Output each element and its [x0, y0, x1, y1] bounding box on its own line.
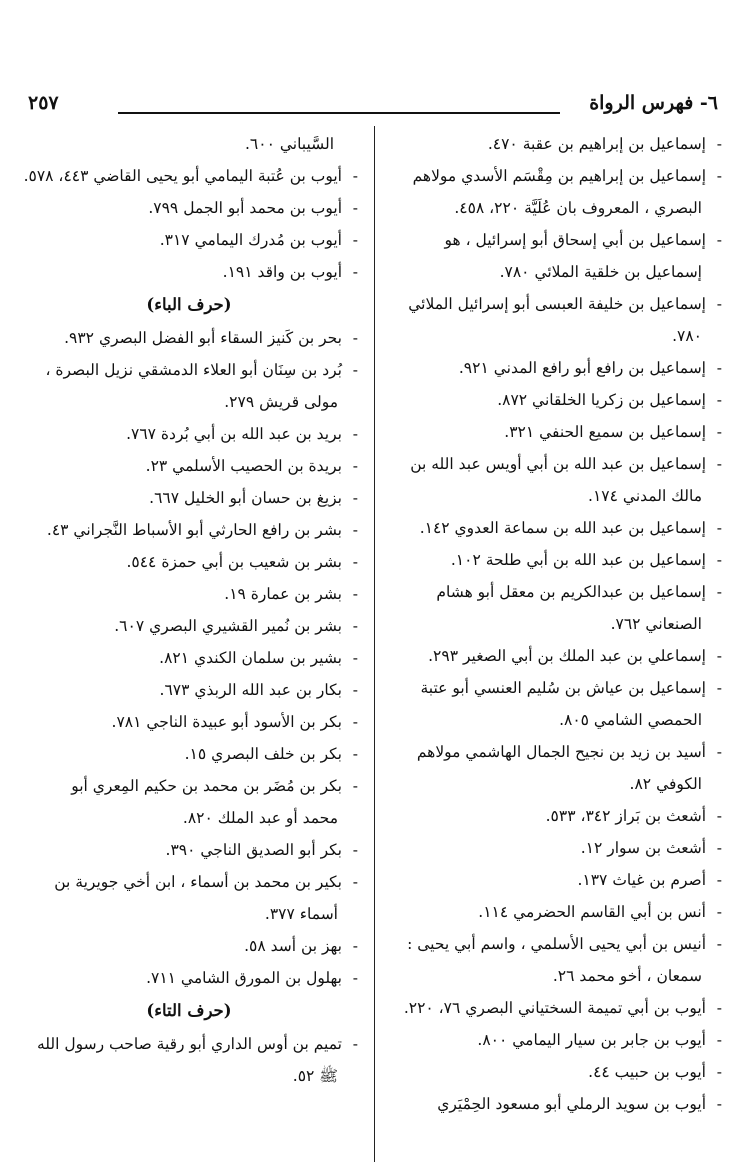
index-entry-continuation [374, 192, 722, 224]
index-entry [20, 674, 358, 706]
entry-dash: - [352, 329, 358, 347]
entry-text: أيوب بن جابر بن سيار اليمامي ٨٠٠. [477, 1031, 706, 1049]
index-entry-continuation [374, 320, 722, 352]
entry-text: أسماء ٣٧٧. [264, 905, 338, 923]
entry-text: أشعث بن بَراز ٣٤٢، ٥٣٣. [545, 807, 706, 825]
entry-dash: - [716, 519, 722, 537]
entry-dash: - [352, 457, 358, 475]
entry-text: بزيغ بن حسان أبو الخليل ٦٦٧. [149, 489, 342, 507]
entry-dash: - [716, 231, 722, 249]
index-entry [20, 706, 358, 738]
index-entry [374, 512, 722, 544]
index-entry [374, 544, 722, 576]
entry-dash: - [352, 361, 358, 379]
entry-text: أيوب بن سويد الرملي أبو مسعود الحِمْيَري [437, 1095, 706, 1113]
entry-text: أشعث بن سوار ١٢. [580, 839, 706, 857]
entry-text: بحر بن كَنيز السقاء أبو الفضل البصري ٩٣٢. [64, 329, 342, 347]
entry-text: إسماعيل بن رافع أبو رافع المدني ٩٢١. [458, 359, 706, 377]
entry-text: إسماعيل بن خليفة العبسى أبو إسرائيل الملائي [408, 295, 706, 313]
index-entry [374, 1056, 722, 1088]
entry-dash: - [716, 743, 722, 761]
section-heading: (حرف الباء) [146, 295, 232, 314]
entry-text: أيوب بن مُدرك اليمامي ٣١٧. [159, 231, 342, 249]
entry-dash: - [352, 263, 358, 281]
index-entry [374, 352, 722, 384]
index-entry [20, 578, 358, 610]
index-entry-continuation [20, 386, 358, 418]
entry-text: أيوب بن عُتبة اليمامي أبو يحيى القاضي ٤٤٣، ٥٧٨. [23, 167, 342, 185]
entry-text: بهلول بن المورق الشامي ٧١١. [146, 969, 342, 987]
index-entry [374, 928, 722, 960]
right-column [374, 128, 722, 1120]
entry-dash: - [352, 777, 358, 795]
index-entry [20, 418, 358, 450]
index-entry [374, 640, 722, 672]
entry-dash: - [716, 647, 722, 665]
index-entry [20, 224, 358, 256]
index-entry [374, 160, 722, 192]
entry-text: بشر بن نُمير القشيري البصري ٦٠٧. [114, 617, 342, 635]
entry-text: إسماعيل بن سميع الحنفي ٣٢١. [504, 423, 706, 441]
entry-text: بكر بن الأسود أبو عبيدة الناجي ٧٨١. [111, 713, 342, 731]
entry-dash: - [352, 649, 358, 667]
entry-dash: - [352, 713, 358, 731]
entry-dash: - [716, 423, 722, 441]
entry-dash: - [716, 1063, 722, 1081]
entry-dash: - [352, 681, 358, 699]
entry-dash: - [352, 553, 358, 571]
entry-text: بريد بن عبد الله بن أبي بُردة ٧٦٧. [126, 425, 342, 443]
entry-text: إسماعيل بن إبراهيم بن مِقْسَم الأسدي مولاهم [412, 167, 706, 185]
entry-dash: - [716, 839, 722, 857]
entry-dash: - [716, 295, 722, 313]
entry-dash: - [352, 745, 358, 763]
entry-dash: - [716, 359, 722, 377]
index-entry-continuation [374, 704, 722, 736]
entry-text: بكر أبو الصديق الناجي ٣٩٠. [165, 841, 342, 859]
header-rule [118, 112, 560, 114]
index-entry-continuation [20, 898, 358, 930]
index-entry [374, 736, 722, 768]
entry-text: أنيس بن أبي يحيى الأسلمي ، واسم أبي يحيى : [407, 935, 706, 953]
entry-dash: - [716, 167, 722, 185]
entry-text: أنس بن أبي القاسم الحضرمي ١١٤. [478, 903, 706, 921]
entry-dash: - [352, 969, 358, 987]
entry-text: مولى قريش ٢٧٩. [224, 393, 338, 411]
entry-dash: - [352, 617, 358, 635]
entry-text: الكوفي ٨٢. [629, 775, 702, 793]
entry-text: أيوب بن أبي تميمة السختياني البصري ٧٦، ٢٢٠. [403, 999, 706, 1017]
index-entry [374, 288, 722, 320]
index-entry-continuation [20, 1060, 358, 1092]
entry-text: إسماعيل بن خلقية الملائي ٧٨٠. [499, 263, 702, 281]
entry-text: أيوب بن واقد ١٩١. [222, 263, 342, 281]
entry-dash: - [352, 199, 358, 217]
entry-text: البصري ، المعروف بان عُلَيَّة ٢٢٠، ٤٥٨. [454, 199, 702, 217]
entry-dash: - [716, 583, 722, 601]
entry-text: إسماعيل بن عياش بن سُليم العنسي أبو عتبة [420, 679, 706, 697]
index-entry [374, 800, 722, 832]
index-entry [374, 864, 722, 896]
entry-dash: - [716, 135, 722, 153]
index-entry [20, 738, 358, 770]
index-entry [374, 576, 722, 608]
entry-dash: - [716, 999, 722, 1017]
entry-dash: - [352, 231, 358, 249]
index-entry-continuation [374, 480, 722, 512]
entry-dash: - [352, 841, 358, 859]
entry-dash: - [352, 873, 358, 891]
entry-dash: - [716, 1095, 722, 1113]
entry-text: الصنعاني ٧٦٢. [610, 615, 702, 633]
entry-text: بكار بن عبد الله الربذي ٦٧٣. [159, 681, 342, 699]
index-entry [20, 192, 358, 224]
index-entry [374, 672, 722, 704]
entry-dash: - [716, 871, 722, 889]
index-entry [20, 770, 358, 802]
entry-text: أيوب بن محمد أبو الجمل ٧٩٩. [148, 199, 342, 217]
index-entry [374, 1024, 722, 1056]
index-entry [20, 450, 358, 482]
entry-text: السَّيباني ٦٠٠. [244, 135, 334, 153]
index-entry-continuation [374, 768, 722, 800]
entry-dash: - [352, 937, 358, 955]
index-entry [20, 642, 358, 674]
index-entry-continuation [374, 960, 722, 992]
entry-text: ٧٨٠. [672, 327, 702, 345]
index-entry [20, 546, 358, 578]
running-title: ٦- فهرس الرواة [589, 92, 718, 114]
entry-dash: - [352, 1035, 358, 1053]
entry-text: بكر بن خلف البصري ١٥. [184, 745, 342, 763]
entry-text: إسماعيل بن عبد الله بن سماعة العدوي ١٤٢. [419, 519, 706, 537]
index-entry [20, 610, 358, 642]
entry-dash: - [352, 585, 358, 603]
index-entry [374, 384, 722, 416]
entry-text: أسيد بن زيد بن نجيح الجمال الهاشمي مولاهم [416, 743, 706, 761]
entry-text: سمعان ، أخو محمد ٢٦. [552, 967, 702, 985]
entry-dash: - [716, 679, 722, 697]
entry-dash: - [716, 1031, 722, 1049]
entry-text: بهز بن أسد ٥٨. [244, 937, 342, 955]
index-entry-continuation [374, 608, 722, 640]
entry-text: بشر بن عمارة ١٩. [224, 585, 342, 603]
entry-text: مالك المدني ١٧٤. [588, 487, 702, 505]
page-number: ٢٥٧ [28, 92, 59, 114]
entry-dash: - [716, 903, 722, 921]
entry-text: إسماعيل بن عبدالكريم بن معقل أبو هشام [436, 583, 706, 601]
entry-dash: - [352, 167, 358, 185]
entry-dash: - [716, 391, 722, 409]
index-entry [20, 866, 358, 898]
entry-text: إسماعيل بن أبي إسحاق أبو إسرائيل ، هو [444, 231, 706, 249]
entry-text: بكر بن مُضَر بن محمد بن حكيم المِعري أبو [71, 777, 342, 795]
entry-text: إسماعيل بن عبد الله بن أبي أويس عبد الله بن [410, 455, 706, 473]
index-entry [374, 416, 722, 448]
index-entry [20, 354, 358, 386]
index-entry [374, 128, 722, 160]
index-entry [374, 896, 722, 928]
entry-dash: - [716, 935, 722, 953]
entry-text: إسماعلي بن عبد الملك بن أبي الصغير ٢٩٣. [428, 647, 706, 665]
index-entry [374, 992, 722, 1024]
entry-text: بشر بن شعيب بن أبي حمزة ٥٤٤. [126, 553, 342, 571]
entry-dash: - [716, 551, 722, 569]
index-entry-continuation [374, 256, 722, 288]
entry-dash: - [716, 807, 722, 825]
index-entry [20, 322, 358, 354]
entry-text: بشير بن سلمان الكندي ٨٢١. [159, 649, 342, 667]
entry-text: الحمصي الشامي ٨٠٥. [559, 711, 702, 729]
entry-text: ﷺ ٥٢. [292, 1067, 338, 1085]
entry-text: إسماعيل بن زكريا الخلقاني ٨٧٢. [497, 391, 706, 409]
entry-text: أصرم بن غياث ١٣٧. [577, 871, 706, 889]
left-column [20, 128, 358, 1092]
entry-text: بُرد بن سِنَان أبو العلاء الدمشقي نزيل البصرة ، [45, 361, 342, 379]
entry-text: أيوب بن حبيب ٤٤. [588, 1063, 706, 1081]
entry-dash: - [716, 455, 722, 473]
index-entry [20, 930, 358, 962]
entry-text: تميم بن أوس الداري أبو رقية صاحب رسول الله [36, 1035, 342, 1053]
index-entry-continuation [20, 128, 358, 160]
index-entry [20, 256, 358, 288]
index-entry [20, 962, 358, 994]
index-entry [20, 160, 358, 192]
index-entry [374, 448, 722, 480]
entry-dash: - [352, 425, 358, 443]
index-entry [374, 224, 722, 256]
section-heading: (حرف التاء) [146, 1001, 232, 1020]
index-entry [20, 482, 358, 514]
index-entry [20, 1028, 358, 1060]
entry-text: محمد أو عبد الملك ٨٢٠. [182, 809, 338, 827]
index-entry [374, 1088, 722, 1120]
entry-dash: - [352, 489, 358, 507]
page-header [28, 92, 718, 128]
entry-dash: - [352, 521, 358, 539]
entry-text: بريدة بن الحصيب الأسلمي ٢٣. [145, 457, 342, 475]
index-entry-continuation [20, 802, 358, 834]
entry-text: بشر بن رافع الحارثي أبو الأسباط النَّجراني ٤٣. [46, 521, 342, 539]
entry-text: إسماعيل بن إبراهيم بن عقبة ٤٧٠. [487, 135, 706, 153]
index-entry [20, 514, 358, 546]
entry-text: بكير بن محمد بن أسماء ، ابن أخي جويرية بن [54, 873, 342, 891]
index-entry [374, 832, 722, 864]
index-entry [20, 834, 358, 866]
entry-text: إسماعيل بن عبد الله بن أبي طلحة ١٠٢. [450, 551, 706, 569]
